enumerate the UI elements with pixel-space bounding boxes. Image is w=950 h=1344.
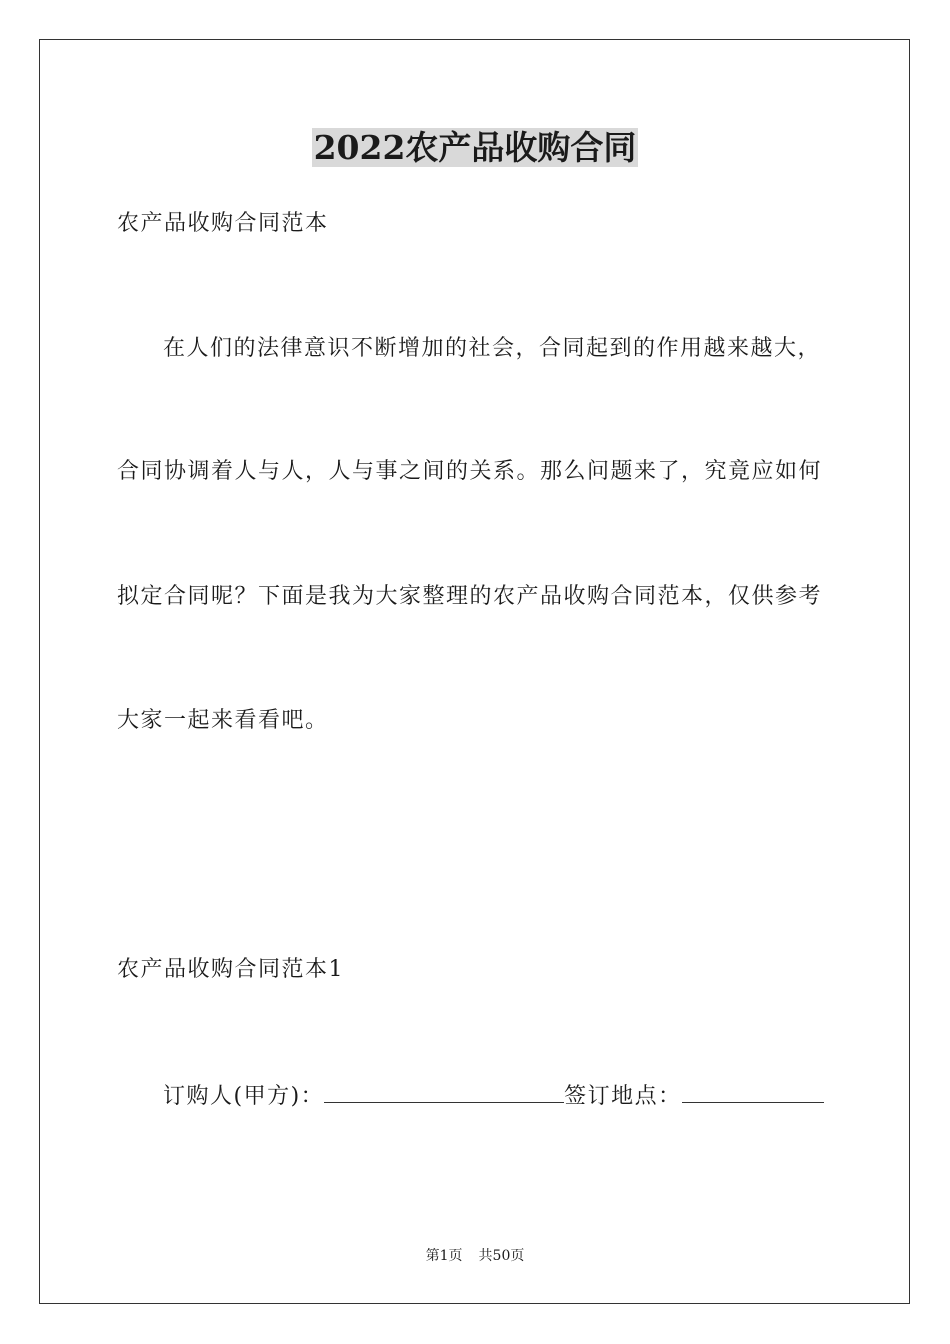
paragraph-line-1: 在人们的法律意识不断增加的社会，合同起到的作用越来越大， bbox=[163, 336, 822, 361]
paragraph-line-2: 合同协调着人与人，人与事之间的关系。那么问题来了，究竟应如何 bbox=[117, 459, 823, 484]
paragraph-line-4: 大家一起来看看吧。 bbox=[117, 708, 329, 733]
page-total: 共50页 bbox=[478, 1248, 525, 1264]
page-number: 第1页 bbox=[425, 1248, 463, 1264]
location-label: 签订地点： bbox=[564, 1084, 682, 1109]
section-heading: 农产品收购合同范本1 bbox=[117, 957, 344, 982]
document-title-text: 2022农产品收购合同 bbox=[313, 128, 637, 167]
field-row bbox=[163, 1080, 824, 1112]
buyer-label: 订购人(甲方)： bbox=[163, 1084, 325, 1109]
location-blank-line bbox=[682, 1080, 824, 1103]
page-footer bbox=[0, 1246, 950, 1266]
subheading: 农产品收购合同范本 bbox=[117, 211, 329, 236]
paragraph-line-3: 拟定合同呢？下面是我为大家整理的农产品收购合同范本，仅供参考 bbox=[117, 584, 823, 609]
buyer-blank-line bbox=[324, 1080, 564, 1103]
document-title bbox=[0, 126, 950, 170]
